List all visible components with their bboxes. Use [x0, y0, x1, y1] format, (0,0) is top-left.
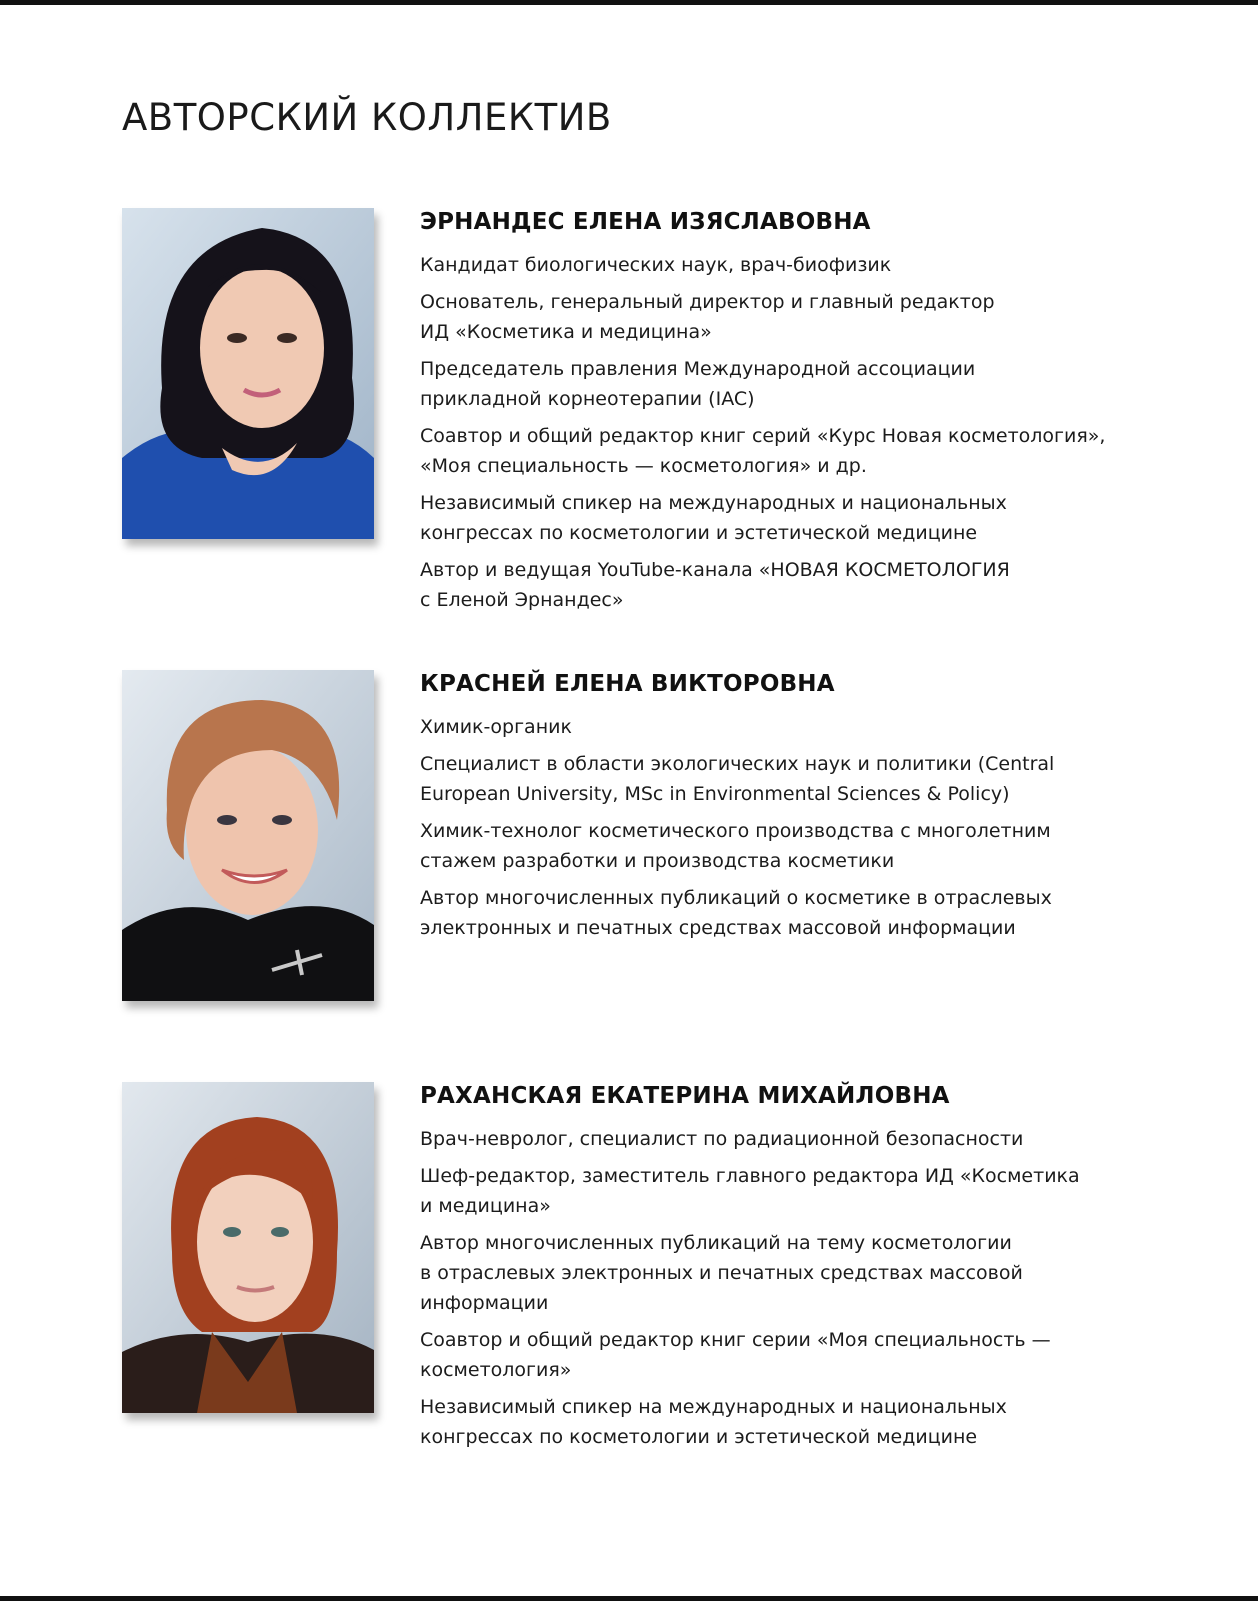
author-info — [420, 208, 1140, 622]
author-fact: Химик-технолог косметического производства с многолетним стажем разработки и производства косметики — [420, 820, 1051, 872]
author-fact: Председатель правления Международной ассоциации прикладной корнеотерапии (IAC) — [420, 358, 976, 410]
author-photo — [122, 1082, 374, 1413]
author-fact: Основатель, генеральный директор и главный редактор ИД «Косметика и медицина» — [420, 291, 995, 343]
author-facts — [420, 250, 1140, 615]
author-fact: Автор многочисленных публикаций о косметике в отраслевых электронных и печатных средствах массовой информации — [420, 887, 1052, 939]
page-title: АВТОРСКИЙ КОЛЛЕКТИВ — [122, 96, 612, 139]
author-photo — [122, 208, 374, 539]
author-fact: Соавтор и общий редактор книг серии «Моя специальность — косметология» — [420, 1329, 1051, 1381]
bottom-border — [0, 1596, 1258, 1601]
author-fact: Специалист в области экологических наук и политики (Central European University, MSc in Environmental Sciences & Policy) — [420, 753, 1055, 805]
author-fact: Химик-органик — [420, 716, 572, 738]
author-fact: Автор многочисленных публикаций на тему косметологии в отраслевых электронных и печатных средствах массовой информации — [420, 1232, 1023, 1314]
author-info — [420, 670, 1140, 950]
author-fact: Независимый спикер на международных и национальных конгрессах по косметологии и эстетической медицине — [420, 1396, 1007, 1448]
author-facts — [420, 1124, 1140, 1452]
author-name: РАХАНСКАЯ ЕКАТЕРИНА МИХАЙЛОВНА — [420, 1083, 950, 1109]
author-facts — [420, 712, 1140, 943]
author-info — [420, 1082, 1140, 1459]
author-name: КРАСНЕЙ ЕЛЕНА ВИКТОРОВНА — [420, 671, 835, 697]
author-fact: Автор и ведущая YouTube-канала «НОВАЯ КОСМЕТОЛОГИЯ с Еленой Эрнандес» — [420, 559, 1010, 611]
author-fact: Соавтор и общий редактор книг серий «Курс Новая косметология», «Моя специальность — косметология» и др. — [420, 425, 1106, 477]
author-fact: Независимый спикер на международных и национальных конгрессах по косметологии и эстетической медицине — [420, 492, 1007, 544]
author-fact: Шеф-редактор, заместитель главного редактора ИД «Косметика и медицина» — [420, 1165, 1080, 1217]
top-border — [0, 0, 1258, 5]
author-fact: Кандидат биологических наук, врач-биофизик — [420, 254, 892, 276]
author-fact: Врач-невролог, специалист по радиационной безопасности — [420, 1128, 1024, 1150]
author-name: ЭРНАНДЕС ЕЛЕНА ИЗЯСЛАВОВНА — [420, 209, 871, 235]
author-photo — [122, 670, 374, 1001]
